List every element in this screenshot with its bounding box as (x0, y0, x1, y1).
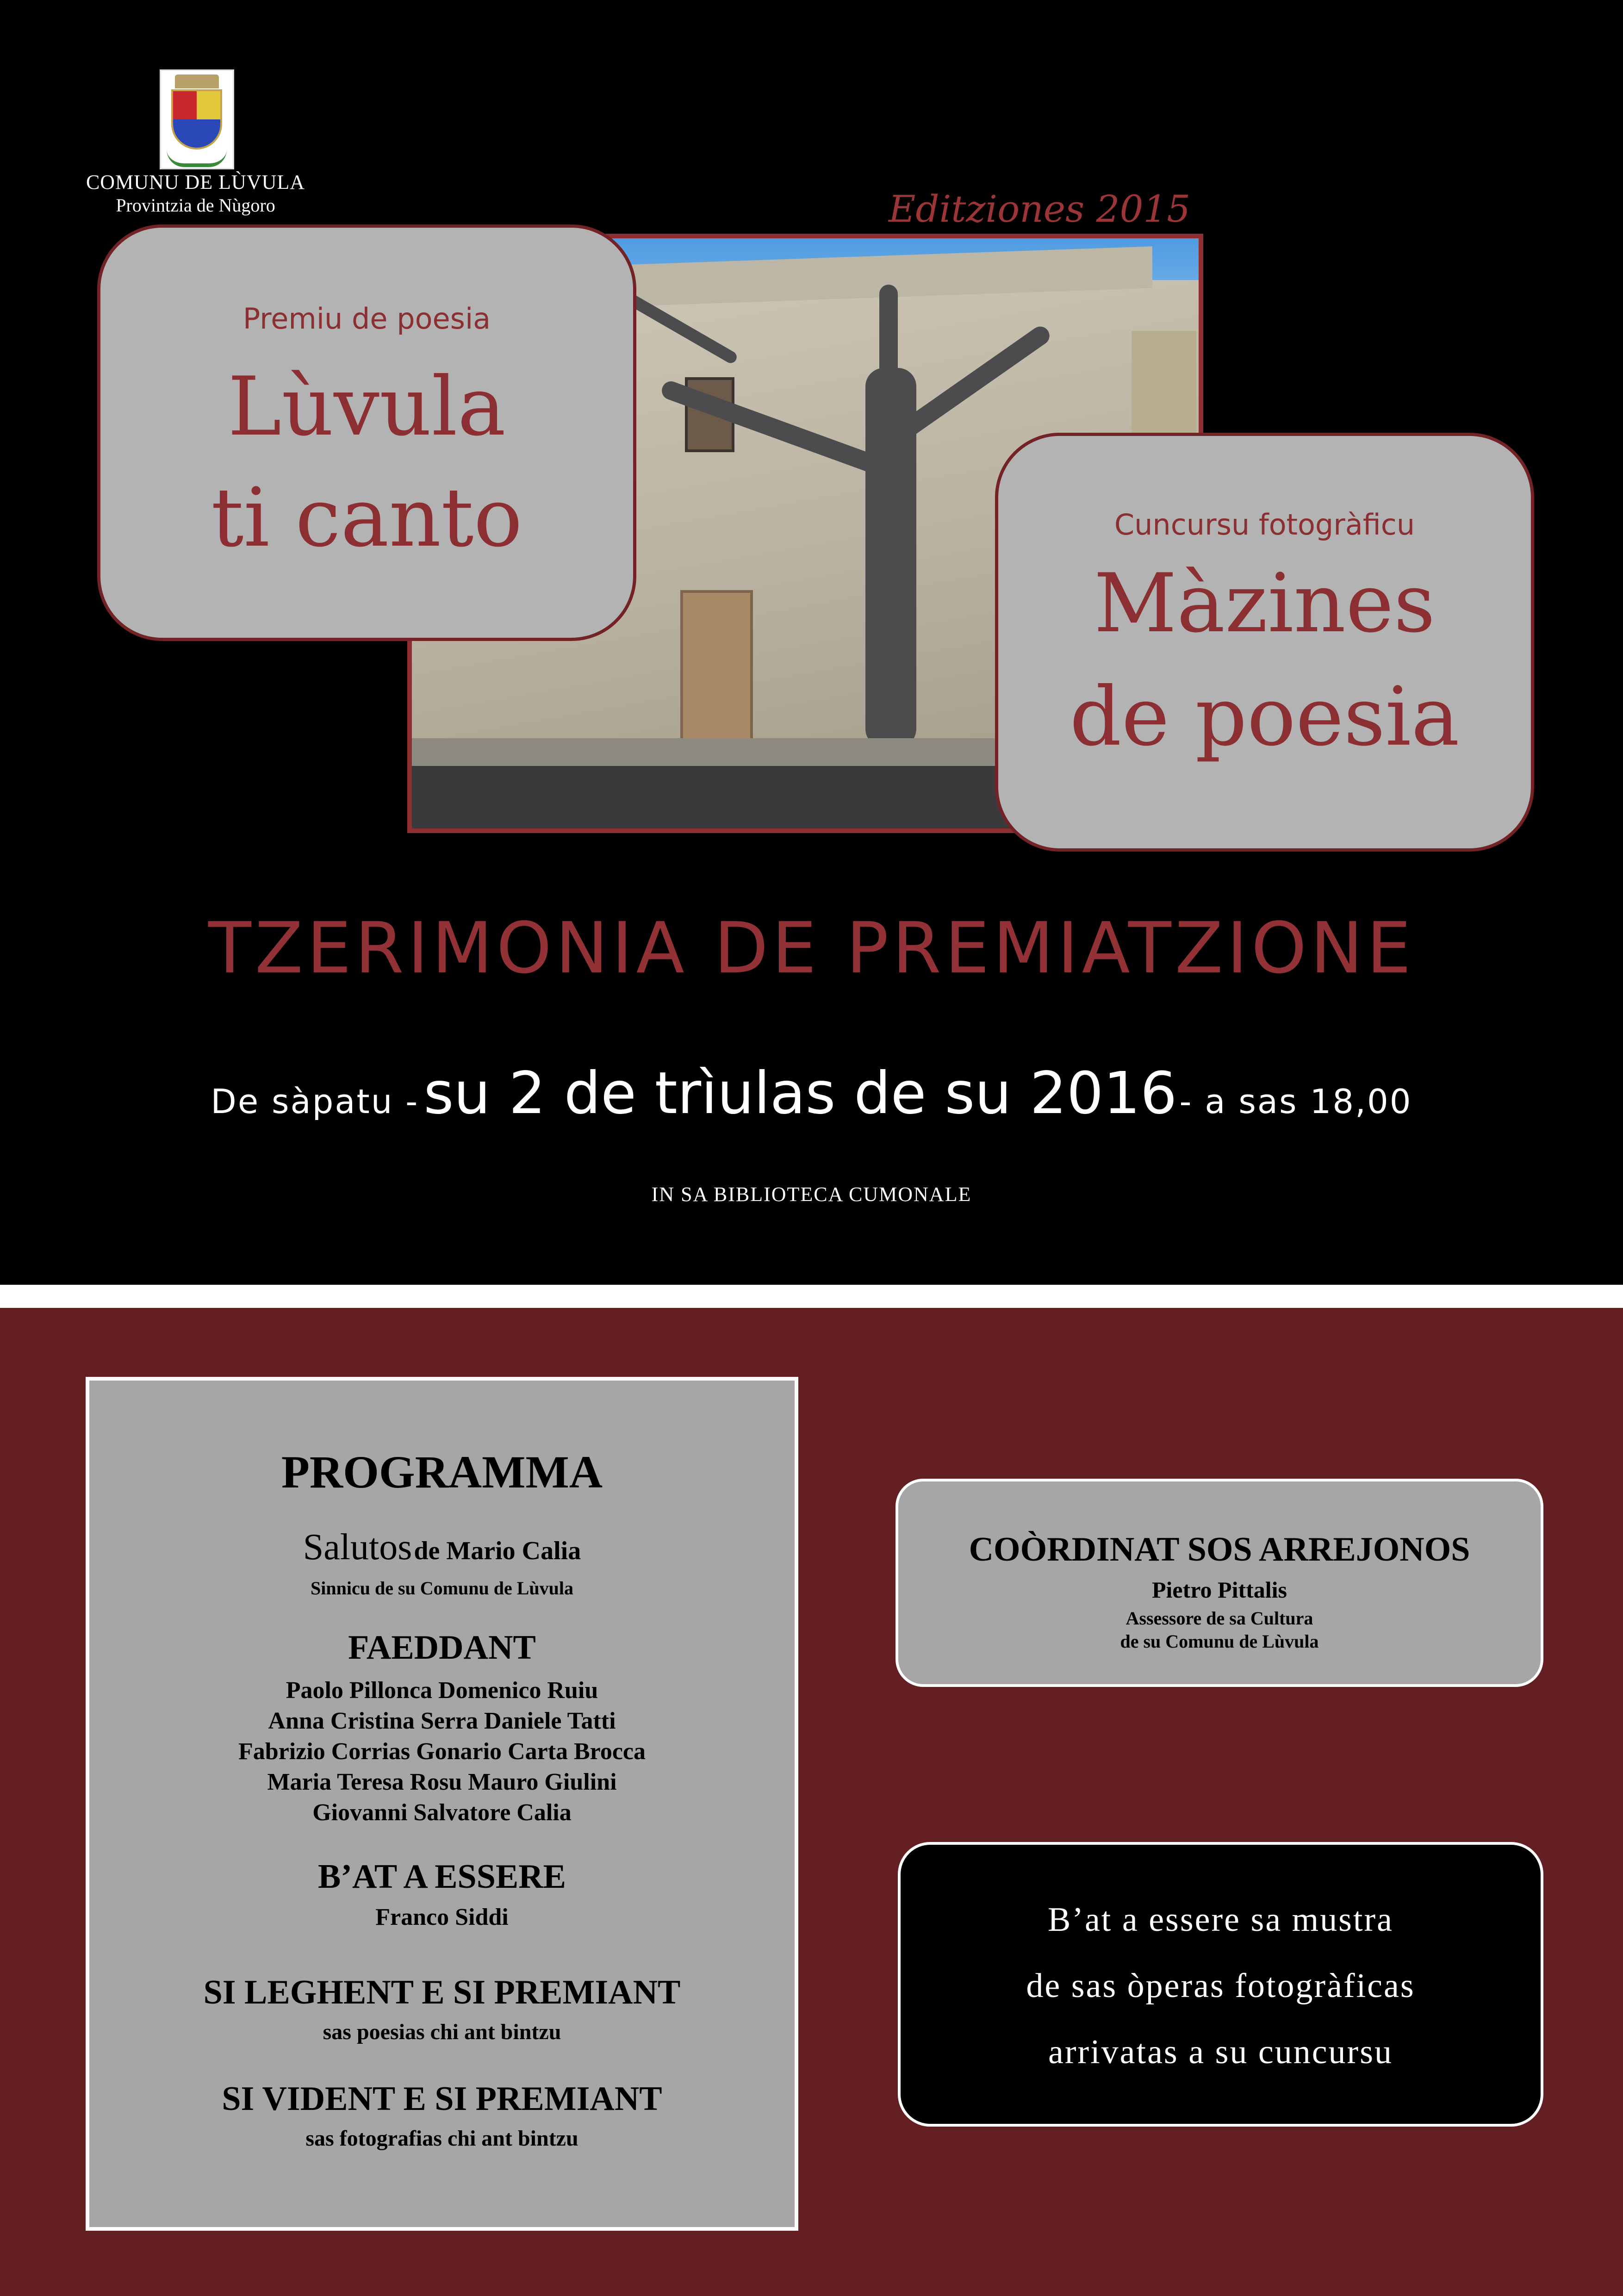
province-name: Provintzia de Nùgoro (116, 195, 275, 216)
poems-title: SI LEGHENT E SI PREMIANT (203, 1973, 681, 2011)
program-panel (86, 1377, 798, 2231)
laurel-icon (167, 149, 227, 167)
speaker-line: Giovanni Salvatore Calia (312, 1799, 572, 1826)
photos-title: SI VIDENT E SI PREMIANT (222, 2080, 662, 2118)
date-line (0, 1060, 1623, 1127)
shield-icon (171, 89, 222, 149)
exhibition-box (898, 1842, 1543, 2127)
coordinator-name: Pietro Pittalis (1151, 1577, 1287, 1603)
greetings-role: Sinnicu de su Comunu de Lùvula (310, 1578, 573, 1599)
event-time: - a sas 18,00 (1179, 1082, 1412, 1121)
greetings-label: Salutos (303, 1527, 412, 1568)
program-title: PROGRAMMA (281, 1446, 603, 1498)
ceremony-title: TZERIMONIA DE PREMIATZIONE (208, 907, 1415, 989)
poetry-prize-title-line1: Lùvula (228, 360, 506, 454)
coordinator-title: COÒRDINAT SOS ARREJONOS (969, 1531, 1470, 1568)
exhibition-line-2: de sas òperas fotogràficas (1026, 1967, 1415, 2005)
coat-of-arms-logo (160, 69, 234, 169)
edition-label: Editziones 2015 (889, 187, 1191, 230)
speaker-line: Anna Cristina Serra Daniele Tatti (268, 1708, 616, 1734)
comune-name: COMUNU DE LÙVULA (86, 171, 305, 193)
coordinator-box (895, 1479, 1543, 1687)
photo-contest-title-line1: Màzines (1094, 557, 1436, 651)
speaker-line: Fabrizio Corrias Gonario Carta Brocca (238, 1738, 646, 1765)
exhibition-line-3: arrivatas a su cuncursu (1048, 2033, 1393, 2071)
poetry-prize-box (97, 224, 636, 641)
speaker-line: Maria Teresa Rosu Mauro Giulini (267, 1769, 617, 1795)
poetry-prize-title-line2: ti canto (211, 471, 522, 565)
greetings-by: de Mario Calia (414, 1537, 581, 1565)
photo-contest-title-line2: de poesia (1070, 670, 1460, 764)
poetry-prize-subtitle: Premiu de poesia (243, 302, 491, 336)
crown-icon (175, 75, 219, 88)
poems-sub: sas poesias chi ant bintzu (323, 2020, 561, 2044)
performer-name: Franco Siddi (375, 1904, 509, 1930)
coordinator-role-2: de su Comunu de Lùvula (1120, 1631, 1319, 1652)
day-prefix: De sàpatu - (211, 1082, 419, 1121)
greetings-line (89, 1526, 795, 1568)
speaker-line: Paolo Pillonca Domenico Ruiu (286, 1677, 598, 1704)
speakers-title: FAEDDANT (348, 1629, 536, 1667)
photos-sub: sas fotografias chi ant bintzu (305, 2126, 578, 2151)
photo-contest-box (995, 433, 1534, 852)
coordinator-role-1: Assessore de sa Cultura (1126, 1608, 1313, 1629)
venue: IN SA BIBLIOTECA CUMONALE (651, 1183, 972, 1206)
performer-title: B’AT A ESSERE (317, 1858, 566, 1896)
event-date: su 2 de trìulas de su 2016 (423, 1060, 1177, 1127)
exhibition-line-1: B’at a essere sa mustra (1047, 1901, 1394, 1939)
photo-contest-subtitle: Cuncursu fotogràficu (1114, 508, 1415, 541)
